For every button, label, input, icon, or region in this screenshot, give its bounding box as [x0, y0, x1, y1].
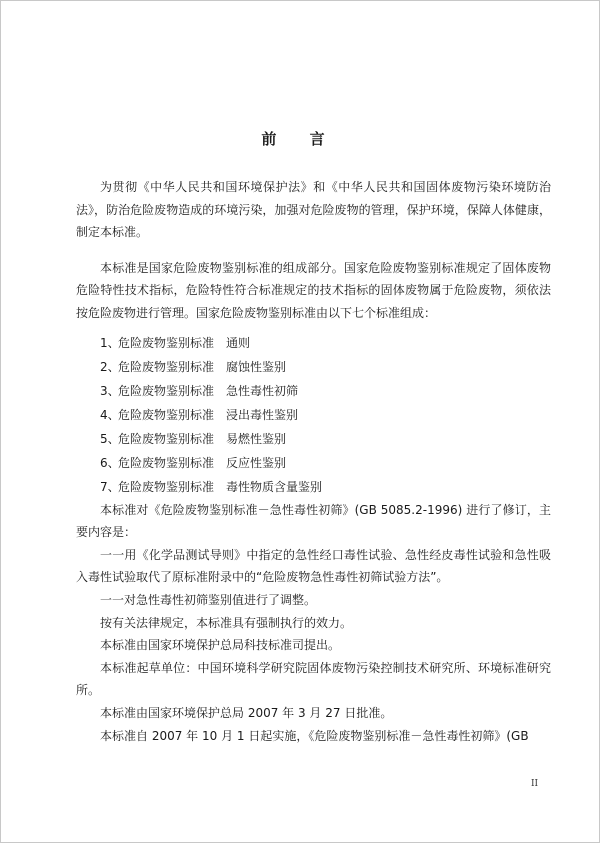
paragraph-effective-date: 本标准自 2007 年 10 月 1 日起实施，《危险废物鉴别标准－急性毒性初筛》(GB — [100, 728, 529, 743]
paragraph-change-2: 一一对急性毒性初筛鉴别值进行了调整。 — [100, 592, 317, 607]
paragraph-change-1: 一一用《化学品测试导则》中指定的急性经口毒性试验、急性经皮毒性试验和急性吸入毒性试验取代了原标准附录中的“危险废物急性毒性初筛试验方法”。 — [76, 547, 551, 585]
paragraph-purpose: 为贯彻《中华人民共和国环境保护法》和《中华人民共和国固体废物污染环境防治法》，防治危险废物造成的环境污染，加强对危险废物的管理，保护环境，保障人体健康，制定本标准。 — [76, 180, 551, 240]
list-item: 3、危险废物鉴别标准 急性毒性初筛 — [100, 383, 299, 398]
paragraph-revision: 本标准对《危险废物鉴别标准－急性毒性初筛》(GB 5085.2-1996) 进行了修订，主要内容是： — [76, 502, 551, 540]
page-number: II — [531, 779, 539, 789]
paragraph-overview: 本标准是国家危险废物鉴别标准的组成部分。国家危险废物鉴别标准规定了固体废物危险特性技术指标，危险特性符合标准规定的技术指标的固体废物属于危险废物，须依法按危险废物进行管理。国家危险废物鉴别标准由以下七个标准组成： — [76, 260, 551, 320]
list-item: 2、危险废物鉴别标准 腐蚀性鉴别 — [100, 359, 287, 374]
list-item: 4、危险废物鉴别标准 浸出毒性鉴别 — [100, 407, 299, 422]
list-item: 1、危险废物鉴别标准 通则 — [100, 335, 251, 350]
paragraph-proposer: 本标准由国家环境保护总局科技标准司提出。 — [100, 638, 341, 653]
paragraph-drafting-units: 本标准起草单位：中国环境科学研究院固体废物污染控制技术研究所、环境标准研究所。 — [76, 660, 551, 698]
document-body — [76, 176, 551, 747]
standards-list — [76, 331, 551, 499]
paragraph-approval: 本标准由国家环境保护总局 2007 年 3 月 27 日批准。 — [100, 705, 393, 720]
list-item: 6、危险废物鉴别标准 反应性鉴别 — [100, 455, 287, 470]
list-item: 5、危险废物鉴别标准 易燃性鉴别 — [100, 431, 287, 446]
paragraph-legal-effect: 按有关法律规定，本标准具有强制执行的效力。 — [100, 615, 353, 630]
page-title: 前 言 — [261, 130, 339, 148]
list-item: 7、危险废物鉴别标准 毒性物质含量鉴别 — [100, 479, 323, 494]
